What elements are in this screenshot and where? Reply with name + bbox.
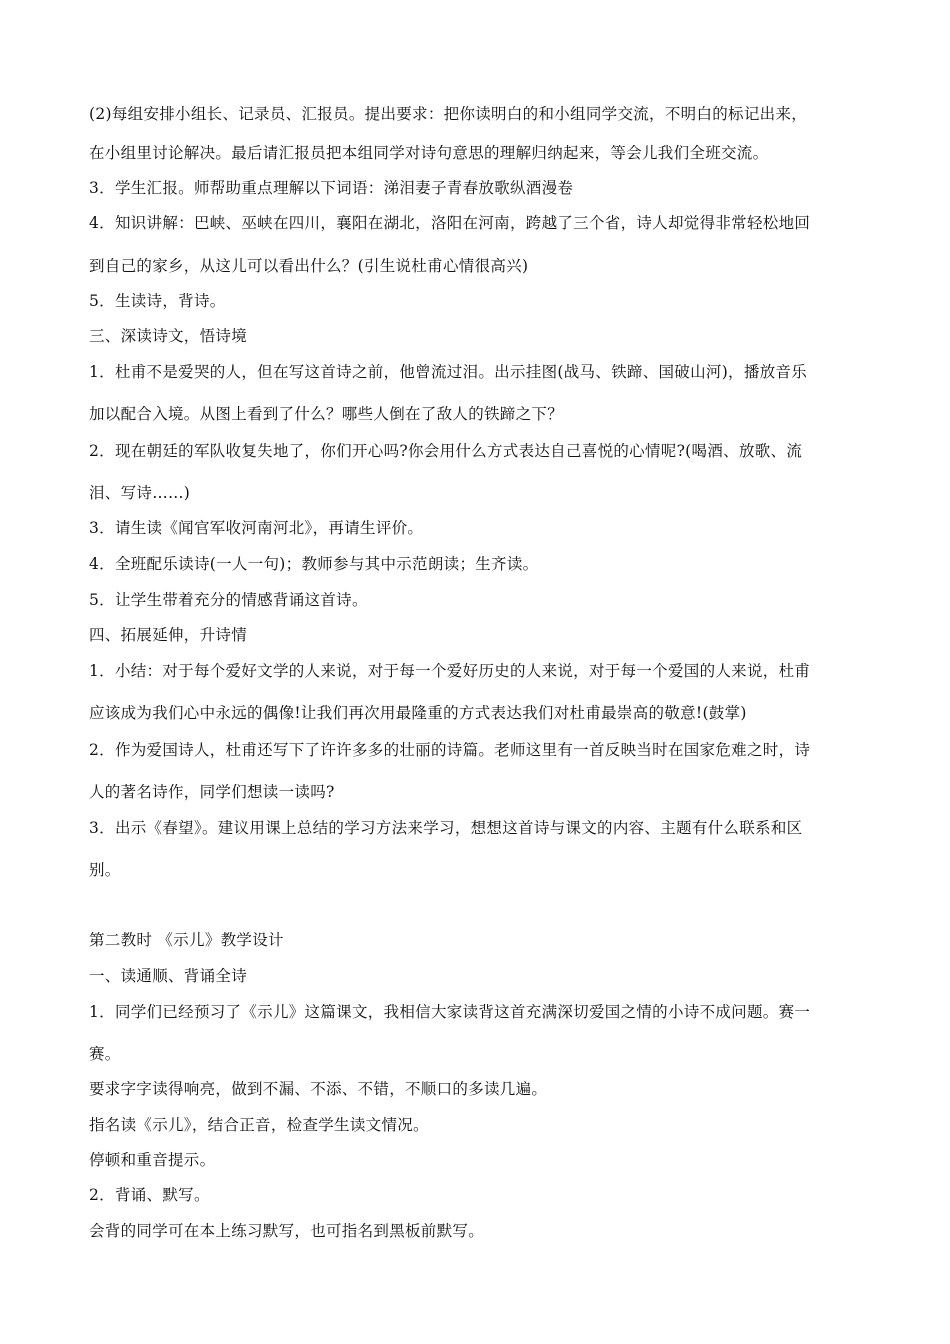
text-line: 在小组里讨论解决。最后请汇报员把本组同学对诗句意思的理解归纳起来，等会儿我们全班交流。 (89, 144, 769, 162)
text-line: 人的著名诗作，同学们想读一读吗? (89, 783, 335, 801)
text-line: 5．生读诗，背诗。 (89, 292, 226, 310)
text-line: 停顿和重音提示。 (89, 1151, 216, 1169)
text-line: 到自己的家乡，从这儿可以看出什么？(引生说杜甫心情很高兴) (89, 257, 529, 275)
text-line: 3．出示《春望》。建议用课上总结的学习方法来学习，想想这首诗与课文的内容、主题有什么联系和区 (89, 819, 803, 837)
text-line: 2．作为爱国诗人，杜甫还写下了许许多多的壮丽的诗篇。老师这里有一首反映当时在国家危难之时，诗 (89, 741, 811, 759)
text-line: 1．小结：对于每个爱好文学的人来说，对于每一个爱好历史的人来说，对于每一个爱国的人来说，杜甫 (89, 662, 811, 680)
text-line: 指名读《示儿》，结合正音，检查学生读文情况。 (89, 1116, 429, 1134)
text-line: 赛。 (89, 1045, 121, 1063)
text-line: 加以配合入境。从图上看到了什么？哪些人倒在了敌人的铁蹄之下？ (89, 405, 564, 423)
text-line: 4．全班配乐读诗(一人一句)；教师参与其中示范朗读；生齐读。 (89, 555, 539, 573)
lesson-title: 第二教时 《示儿》教学设计 (89, 931, 284, 949)
text-line: 3．请生读《闻官军收河南河北》，再请生评价。 (89, 519, 424, 537)
text-line: 2．现在朝廷的军队收复失地了，你们开心吗?你会用什么方式表达自己喜悦的心情呢?(喝酒、放歌、流 (89, 442, 803, 460)
text-line: (2)每组安排小组长、记录员、汇报员。提出要求：把你读明白的和小组同学交流，不明白的标记出来， (89, 105, 808, 123)
section-heading: 一、读通顺、背诵全诗 (89, 967, 248, 985)
text-line: 2．背诵、默写。 (89, 1186, 210, 1204)
text-line: 5．让学生带着充分的情感背诵这首诗。 (89, 591, 368, 609)
text-line: 要求字字读得响亮，做到不漏、不添、不错，不顺口的多读几遍。 (89, 1080, 548, 1098)
section-heading: 四、拓展延伸，升诗情 (89, 626, 248, 644)
text-line: 泪、写诗……) (89, 484, 191, 502)
text-line: 1．杜甫不是爱哭的人，但在写这首诗之前，他曾流过泪。出示挂图(战马、铁蹄、国破山河)，播放音乐 (89, 363, 808, 381)
text-line: 4．知识讲解：巴峡、巫峡在四川，襄阳在湖北，洛阳在河南，跨越了三个省，诗人却觉得非常轻松地回 (89, 214, 811, 232)
text-line: 1．同学们已经预习了《示儿》这篇课文，我相信大家读背这首充满深切爱国之情的小诗不成问题。赛一 (89, 1003, 811, 1021)
text-line: 会背的同学可在本上练习默写，也可指名到黑板前默写。 (89, 1222, 485, 1240)
text-line: 3．学生汇报。师帮助重点理解以下词语：涕泪妻子青春放歌纵酒漫卷 (89, 179, 574, 197)
text-line: 应该成为我们心中永远的偶像!让我们再次用最隆重的方式表达我们对杜甫最崇高的敬意!(鼓掌) (89, 704, 747, 722)
text-line: 别。 (89, 861, 121, 879)
section-heading: 三、深读诗文，悟诗境 (89, 327, 248, 345)
